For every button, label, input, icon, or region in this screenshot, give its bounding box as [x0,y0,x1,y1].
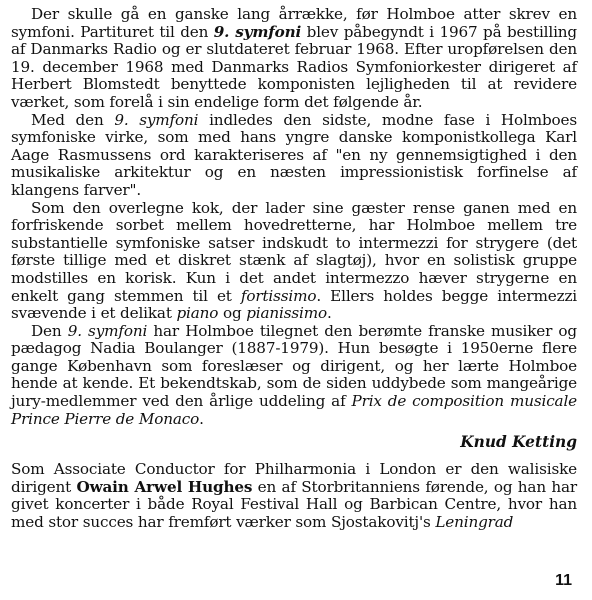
text-run: en af Storbritanniens førende, og han har givet koncerter i både Royal Festival Hall og Barbican Centre, hvor han med stor succes har fremført værker som Sjostakovitj's [11,477,577,532]
dynamic-marking: piano [176,304,219,323]
dynamic-marking: fortissimo [240,286,317,305]
text-run: Med den [31,110,115,129]
conductor-name: Owain Arwel Hughes [76,477,253,496]
page-number: 11 [555,572,572,589]
dynamic-marking: pianissimo [246,304,327,323]
work-title: 9. symfoni [213,22,302,41]
paragraph-2 [11,112,577,200]
work-title: 9. symfoni [67,321,148,340]
text-run: . [199,409,204,428]
text-run: Den [31,321,68,340]
prize-name: Prix de composition musicale Prince Pierre de Monaco [11,392,577,428]
paragraph-4 [11,323,577,429]
text-run: blev påbegyndt i 1967 på bestilling af Danmarks Radio og er slutdateret februar 1968. Efter uropførelsen den 19. december 1968 med Danmarks Radios Symfoniorkester dirigeret af Herbert Blomstedt benyttede komponisten lejligheden til at revidere værket, som forelå i sin endelige form det følgende år. [11,22,578,111]
text-run: Som Associate Conductor for Philharmonia i London er den walisiske dirigent [11,460,577,496]
text-run: indledes den sidste, modne fase i Holmboes symfoniske virke, som med hans yngre danske komponistkollega Karl Aage Rasmussens ord karakteriseres af "en ny gennemsigtighed i den musikaliske arkitektur og en næsten impressionistisk forfinelse af klangens farver". [11,110,578,199]
text-run: . Ellers holdes begge intermezzi svævende i et delikat [11,286,578,323]
text-run: har Holmboe tilegnet den berømte franske musiker og pædagog Nadia Boulanger (1887-1979). Hun besøgte i 1950erne flere gange København som foreslæser og dirigent, og her lærte Holmboe hende at kende. Et bekendtskab, som de siden uddybede som mangeårige jury-medlemmer ved den årlige uddeling af [11,321,577,411]
conductor-bio [11,461,577,531]
work-title: Leningrad [435,513,514,532]
paragraph-3 [11,200,577,323]
text-run: Der skulle gå en ganske lang årrække, før Holmboe atter skrev en symfoni. Partituret til den [11,5,577,41]
paragraph-1 [11,6,577,112]
author-signature: Knud Ketting [460,433,577,452]
article-body [11,6,577,532]
text-run: og [218,304,247,323]
text-run: Som den overlegne kok, der lader sine gæster rense ganen med en forfriskende sorbet mellem hovedretterne, har Holmboe mellem tre substantielle symfoniske satser indskudt to intermezzi for strygere (det første tillige med et diskret stænk af slagtøj), hvor en solistisk gruppe modstilles en korisk. Kun i det andet intermezzo hæver strygerne en enkelt gang stemmen til et [11,198,577,305]
text-run: . [326,304,332,323]
work-title: 9. symfoni [114,110,199,129]
